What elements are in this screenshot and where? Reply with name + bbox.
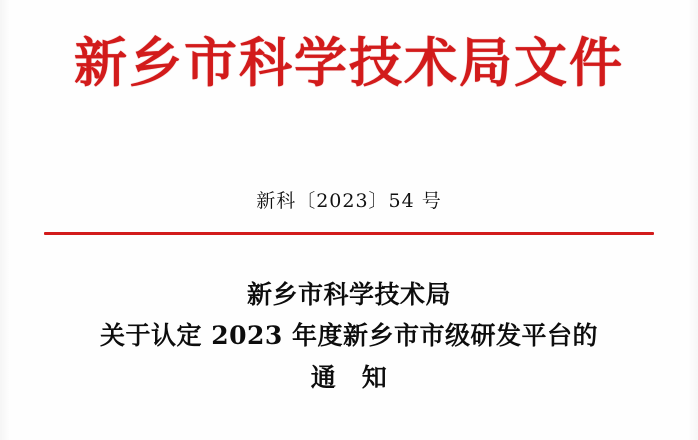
document-title-line-2: 关于认定 2023 年度新乡市市级研发平台的	[100, 321, 598, 351]
red-separator-rule	[44, 232, 654, 235]
document-masthead-title: 新乡市科学技术局文件	[74, 32, 624, 94]
document-serial-number: 新科〔2023〕54 号	[256, 190, 442, 212]
document-title-block	[50, 274, 648, 398]
document-title-line-1: 新乡市科学技术局	[246, 280, 451, 309]
document-title-line-3: 通 知	[310, 362, 388, 392]
